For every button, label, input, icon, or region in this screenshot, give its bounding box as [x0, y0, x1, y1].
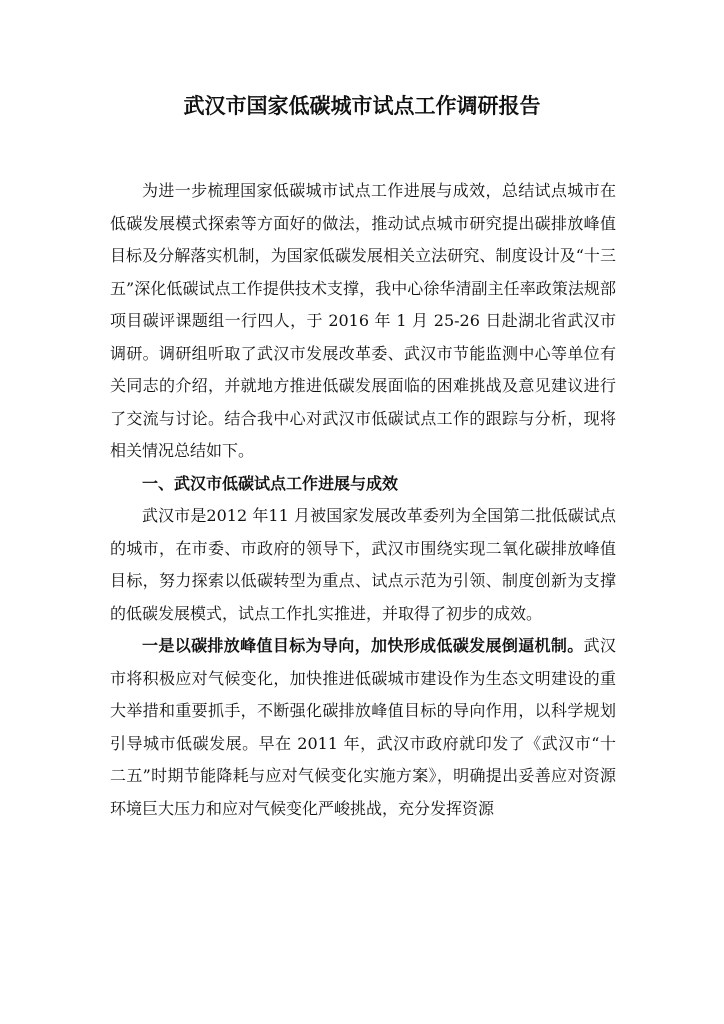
intro-paragraph: 为进一步梳理国家低碳城市试点工作进展与成效，总结试点城市在低碳发展模式探索等方面好的做法，推动试点城市研究提出碳排放峰值目标及分解落实机制，为国家低碳发展相关立法研究、制度设计及“十三五”深化低碳试点工作提供技术支撑，我中心徐华清副主任率政策法规部项目碳评课题组一行四人，于 2016 年 1 月 25-26 日赴湖北省武汉市调研。调研组听取了武汉市发展改革委、武汉市节能监测中心等单位有关同志的介绍，并就地方推进低碳发展面临的困难挑战及意见建议进行了交流与讨论。结合我中心对武汉市低碳试点工作的跟踪与分析，现将相关情况总结如下。 [110, 181, 616, 460]
document-title: 武汉市国家低碳城市试点工作调研报告 [183, 94, 541, 118]
document-body [110, 175, 616, 825]
section-paragraph-2 [110, 630, 616, 825]
section-heading: 一、武汉市低碳试点工作进展与成效 [142, 473, 399, 493]
paragraph-lead-text: 一是以碳排放峰值目标为导向，加快形成低碳发展倒逼机制。 [142, 636, 584, 655]
section-paragraph: 武汉市是2012 年11 月被国家发展改革委列为全国第二批低碳试点的城市，在市委、市政府的领导下，武汉市围绕实现二氧化碳排放峰值目标，努力探索以低碳转型为重点、试点示范为引领、制度创新为支撑的低碳发展模式，试点工作扎实推进，并取得了初步的成效。 [110, 506, 616, 623]
paragraph-body-text: 武汉市将积极应对气候变化，加快推进低碳城市建设作为生态文明建设的重大举措和重要抓手，不断强化碳排放峰值目标的导向作用，以科学规划引导城市低碳发展。早在 2011 年，武汉市政府就印发了《武汉市“十二五”时期节能降耗与应对气候变化实施方案》，明确提出妥善应对资源环境巨大压力和应对气候变化严峻挑战，充分发挥资源 [110, 636, 616, 818]
